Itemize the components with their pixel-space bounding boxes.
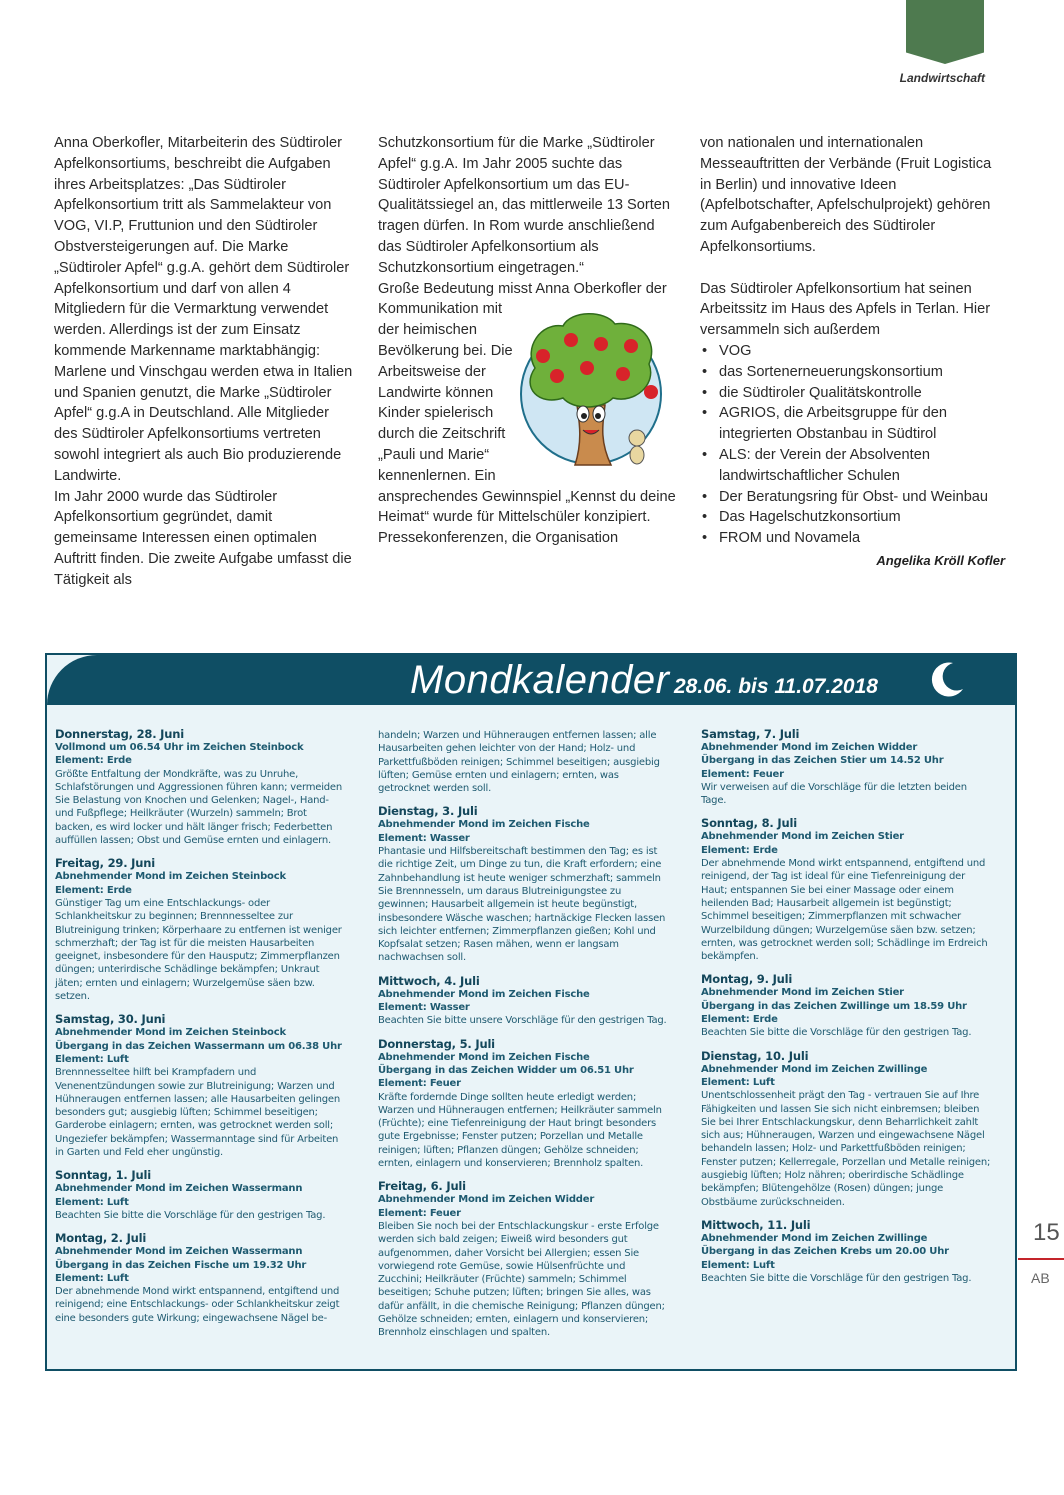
calendar-entry (378, 729, 668, 795)
moon-phase: Abnehmender Mond im Zeichen Wassermann (55, 1246, 303, 1258)
mondkalender-box (45, 653, 1017, 1371)
article-paragraph: Große Bedeutung misst Anna Oberkofler der Kommunikation mit (378, 280, 667, 318)
calendar-day: Mittwoch, 11. Juli (701, 1217, 811, 1232)
moon-phase: Abnehmender Mond im Zeichen Wassermann (55, 1183, 303, 1195)
moon-phase: Abnehmender Mond im Zeichen Widder (701, 742, 918, 753)
moon-phase: Übergang in das Zeichen Stier um 14.52 Uhr (701, 755, 944, 767)
calendar-day: Freitag, 6. Juli (378, 1179, 466, 1194)
list-item: • ALS: der Verein der Absolventen landwirtschaftlicher Schulen (700, 445, 1000, 487)
calendar-day: Montag, 9. Juli (701, 972, 793, 987)
list-item: • AGRIOS, die Arbeitsgruppe für den integrierten Obstanbau in Südtirol (700, 403, 1000, 445)
moon-element: Element: Luft (55, 1196, 129, 1208)
article-paragraph: der heimischen Bevölkerung bei. Die Arbeitsweise der Landwirte können Kinder spielerisch durch die Zeitschrift „Pauli und Marie“ kennenlernen. Ein (378, 322, 513, 484)
moon-phase: Abnehmender Mond im Zeichen Widder (378, 1194, 595, 1206)
calendar-entry (55, 727, 345, 847)
calendar-advice: Brennnesseltee hilft bei Krampfadern und Venenentzündungen sowie zur Blutreinigung; Warzen und Hühneraugen entfernen lassen; alle Hausarbeiten gelingen besonders gut; ausgiebig lüften; Schimmel beseitigen; Garderobe einlagern; ernten, was getrocknet werden soll; Ungeziefer bekämpfen; Wassermanntage sind für Arbeiten in Garten und Feld eher ungünstig. (55, 1067, 341, 1159)
article-paragraph: ansprechendes Gewinnspiel „Kennst du deine Heimat“ wurde für Mittelschüler konzipiert. Pressekonferenzen, die Organisation (378, 488, 676, 547)
list-item: • Das Hagelschutzkonsortium (700, 507, 1000, 528)
moon-phase: Abnehmender Mond im Zeichen Fische (378, 1051, 590, 1063)
moon-phase: Abnehmender Mond im Zeichen Zwillinge (701, 1063, 928, 1075)
calendar-entry (378, 974, 668, 1028)
list-item: • VOG (700, 341, 1000, 362)
moon-element: Element: Feuer (378, 1207, 461, 1219)
calendar-entry (378, 1037, 668, 1171)
calendar-day: Freitag, 29. Juni (55, 856, 155, 871)
author-byline: Angelika Kröll Kofler (876, 553, 1005, 568)
list-item: • Der Beratungsring für Obst- und Weinbau (700, 487, 1000, 508)
apple-tree-illustration (513, 310, 665, 470)
article-paragraph: Anna Oberkofler, Mitarbeiterin des Südtiroler Apfelkonsortiums, beschreibt die Aufgaben ihres Arbeitsplatzes: „Das Südtiroler Apfelkonsortium tritt als Sammelakteur von VOG, VI.P, Fruttunion und den Südtiroler Obstversteigerungen auf. Die Marke „Südtiroler Apfel“ g.g.A. gehört dem Südtiroler Apfelkonsortium und darf von allen 4 Mitgliedern für die Vermarktung verwendet werden. Allerdings ist der zum Einsatz kommende Markenname marktabhängig: Marlene und Vinschgau werden etwa in Italien und Spanien genutzt, die Marke „Südtiroler Apfel“ g.g.A in Deutschland. Alle Mitglieder des Südtiroler Apfelkonsortiums vertreten sowohl integriert als auch Bio produzierende Landwirte. (54, 135, 353, 484)
moon-element: Element: Erde (701, 1014, 778, 1026)
calendar-advice: Bleiben Sie noch bei der Entschlackungskur - erste Erfolge werden sich bald zeigen; Eiweiß wird besonders gut aufgenommen, daher Vorsicht bei Allergien; essen Sie vorwiegend rote Gemüse, sowie Hülsenfrüchte und Zucchini; Heilkräuter (Früchte) sammeln; Schimmel beseitigen; Schuhe putzen; lüften; bringen Sie alles, was dafür anfällt, in die chemische Reinigung; Pflanzen düngen; Gehölze schneiden; ernten, einlagern und konservieren; Brennholz einschlagen und spalten. (378, 1220, 665, 1339)
calendar-entry (701, 972, 993, 1039)
moon-element: Element: Wasser (378, 1002, 470, 1014)
calendar-entry (701, 727, 993, 807)
moon-phase: Abnehmender Mond im Zeichen Stier (701, 831, 904, 843)
moon-element: Element: Feuer (378, 1078, 461, 1090)
page-divider (1018, 1258, 1064, 1260)
mondkalender-header (47, 655, 1015, 705)
article-column-3 (700, 133, 1000, 549)
calendar-advice: Unentschlossenheit prägt den Tag - vertrauen Sie auf Ihre Fähigkeiten und lassen Sie sich nicht einbremsen; bleiben Sie bei Ihrer Entschlackungskur, denn Beharrlichkeit zahlt sich aus; Hühneraugen, Warzen und eingewachsene Nägel behandeln lassen; Holz- und Parkettfußböden reinigen; Fenster putzen; Kellerregale, Porzellan und Metalle reinigen; ausgiebig lüften; Holz nähren; oberirdische Schädlinge bekämpfen; Blütengehölze (Rosen) düngen; junge Obstbäume zurückschneiden. (701, 1090, 991, 1208)
calendar-day: Mittwoch, 4. Juli (378, 973, 480, 988)
section-label: Landwirtschaft (899, 71, 985, 85)
moon-phase: Abnehmender Mond im Zeichen Zwillinge (701, 1232, 928, 1244)
calendar-advice: Der abnehmende Mond wirkt entspannend, entgiftend und reinigend; eine Entschlackungs- oder Schlankheitskur zeigt eine besonders gute Wirkung; eingewachsene Nägel be- (55, 1286, 340, 1324)
moon-phase: Abnehmender Mond im Zeichen Fische (378, 988, 590, 1000)
calendar-day: Donnerstag, 5. Juli (378, 1036, 495, 1051)
list-item: • FROM und Novamela (700, 528, 1000, 549)
moon-element: Element: Wasser (378, 832, 470, 844)
moon-element: Element: Luft (55, 1053, 129, 1065)
calendar-day: Donnerstag, 28. Juni (55, 727, 184, 741)
moon-phase: Abnehmender Mond im Zeichen Stier (701, 987, 904, 999)
mondkalender-column-2 (378, 729, 668, 1349)
article-paragraph: Im Jahr 2000 wurde das Südtiroler Apfelkonsortium gegründet, damit gemeinsame Interessen einen optimalen Auftritt finden. Die zweite Aufgabe umfasst die Tätigkeit als (54, 488, 352, 588)
calendar-advice: Beachten Sie bitte die Vorschläge für den gestrigen Tag. (55, 1209, 326, 1221)
article-column-1 (54, 133, 356, 591)
calendar-entry (55, 856, 345, 1003)
calendar-entry (701, 1218, 993, 1285)
moon-element: Element: Feuer (701, 768, 784, 780)
moon-phase: Übergang in das Zeichen Zwillinge um 18.59 Uhr (701, 1000, 967, 1012)
calendar-advice: Wir verweisen auf die Vorschläge für die letzten beiden Tage. (701, 781, 967, 807)
calendar-entry (55, 1012, 345, 1159)
calendar-entry (701, 1049, 993, 1209)
organization-list (700, 341, 1000, 549)
moon-element: Element: Erde (55, 884, 132, 896)
moon-element: Element: Luft (701, 1076, 775, 1088)
moon-element: Element: Luft (701, 1259, 775, 1271)
calendar-day: Dienstag, 10. Juli (701, 1048, 809, 1063)
crescent-moon-icon (927, 659, 967, 699)
calendar-advice: Beachten Sie bitte die Vorschläge für den gestrigen Tag. (701, 1272, 972, 1284)
calendar-entry (55, 1231, 345, 1325)
mondkalender-title: Mondkalender (410, 658, 670, 702)
moon-phase: Übergang in das Zeichen Wassermann um 06.38 Uhr (55, 1040, 342, 1052)
list-item: • die Südtiroler Qualitätskontrolle (700, 383, 1000, 404)
calendar-entry (55, 1168, 345, 1222)
calendar-entry (378, 1179, 668, 1339)
moon-phase: Übergang in das Zeichen Widder um 06.51 Uhr (378, 1064, 634, 1076)
calendar-advice: Der abnehmende Mond wirkt entspannend, entgiftend und reinigend, der Tag ist ideal für eine Tiefenreinigung der Haut; entspannen Sie bei einer Massage oder einem heilenden Bad; Hausarbeit allgemein ist begünstigt; Schimmel beseitigen; Zimmerpflanzen mit schwacher Wurzelbildung düngen; Wurzelgemüse säen bzw. setzen; ernten, was getrocknet werden soll; Schädlinge im Erdreich bekämpfen. (701, 858, 988, 963)
article-paragraph: Schutzkonsortium für die Marke „Südtiroler Apfel“ g.g.A. Im Jahr 2005 suchte das Südtiroler Apfelkonsortium um das EU-Qualitätssiegel an, das mittlerweile 13 Sorten tragen dürfen. In Rom wurde anschließend das Südtiroler Apfelkonsortium als Schutzkonsortium eingetragen.“ (378, 135, 671, 276)
calendar-day: Samstag, 7. Juli (701, 727, 800, 741)
calendar-advice: Beachten Sie bitte die Vorschläge für den gestrigen Tag. (701, 1027, 972, 1039)
moon-element: Element: Erde (701, 844, 778, 856)
calendar-entry (701, 816, 993, 963)
calendar-advice: Günstiger Tag um eine Entschlackungs- oder Schlankheitskur zu beginnen; Brennnesseltee zur Blutreinigung trinken; Körperhaare zu entfernen ist weniger schmerzhaft; der Tag ist für die meisten Hausarbeiten geeignet, insbesondere für den Hausputz; Zimmerpflanzen düngen; unterirdische Schädlinge bekämpfen; Unkraut jäten; ernten und einlagern; Wurzelgemüse säen bzw. setzen. (55, 897, 342, 1003)
calendar-day: Montag, 2. Juli (55, 1231, 147, 1246)
moon-element: Element: Luft (55, 1272, 129, 1284)
mondkalender-column-1 (55, 727, 345, 1334)
calendar-entry (378, 804, 668, 964)
page-number: 15 (1033, 1219, 1060, 1246)
calendar-advice: Kräfte fordernde Dinge sollten heute erledigt werden; Warzen und Hühneraugen entfernen; Heilkräuter sammeln (Früchte); eine Tiefenreinigung der Haut bringt besonders gute Ergebnisse; Fenster putzen; Porzellan und Metalle reinigen; lüften; Pflanzen düngen; Gehölze schneiden; ernten, einlagern und konservieren; Brennholz spalten. (378, 1091, 662, 1170)
article-paragraph: von nationalen und internationalen Messeauftritten der Verbände (Fruit Logistica in Berlin) und innovative Ideen (Apfelbotschafter, Apfelschulprojekt) gehören zum Aufgabenbereich des Südtiroler Apfelkonsortiums. (700, 135, 992, 255)
calendar-advice: Phantasie und Hilfsbereitschaft bestimmen den Tag; es ist die richtige Zeit, um Dinge zu tun, die Kraft erfordern; eine Zahnbehandlung ist heute weniger schmerzhaft; sammeln Sie Brennnesseln, um daraus Blutreinigungstee zu gewinnen; Hausarbeit allgemein ist heute begünstigt, insbesondere Wäsche waschen; hartnäckige Flecken lassen sich leichter entfernen; Zimmerpflanzen gießen; Kohl und Kopfsalat setzen; Rasen mähen, wenn er langsam nachwachsen soll. (378, 846, 666, 964)
mondkalender-column-3 (701, 727, 993, 1294)
calendar-day: Sonntag, 1. Juli (55, 1168, 151, 1183)
calendar-advice: handeln; Warzen und Hühneraugen entfernen lassen; alle Hausarbeiten gehen leichter von der Hand; Holz- und Parkettfußböden reinigen; Schimmel beseitigen; ausgiebig lüften; Gemüse ernten und einlagern; ernten, was getrocknet werden soll. (378, 730, 660, 795)
page-code: AB (1031, 1270, 1050, 1286)
mondkalender-dates: 28.06. bis 11.07.2018 (674, 675, 878, 698)
list-item: • das Sortenerneuerungskonsortium (700, 362, 1000, 383)
moon-phase: Abnehmender Mond im Zeichen Steinbock (55, 871, 286, 883)
moon-phase: Abnehmender Mond im Zeichen Fische (378, 819, 590, 831)
moon-phase: Übergang in das Zeichen Krebs um 20.00 Uhr (701, 1246, 949, 1258)
calendar-day: Samstag, 30. Juni (55, 1012, 166, 1027)
article-paragraph: Das Südtiroler Apfelkonsortium hat seinen Arbeitssitz im Haus des Apfels in Terlan. Hier versammeln sich außerdem (700, 280, 991, 339)
calendar-day: Sonntag, 8. Juli (701, 816, 797, 831)
calendar-advice: Größte Entfaltung der Mondkräfte, was zu Unruhe, Schlafstörungen und Aggressionen führen kann; vermeiden Sie Belastung von Knochen und Gelenken; Nagel-, Hand- und Fußpflege; Heilkräuter (Wurzeln) sammeln; Brot backen, es wird locker und hält länger frisch; Federbetten auffüllen lassen; Obst und Gemüse ernten und einlagern. (55, 768, 343, 847)
section-tab (906, 0, 984, 64)
moon-element: Element: Erde (55, 755, 132, 767)
moon-phase: Vollmond um 06.54 Uhr im Zeichen Steinbock (55, 742, 304, 753)
moon-phase: Übergang in das Zeichen Fische um 19.32 Uhr (55, 1259, 307, 1271)
calendar-advice: Beachten Sie bitte unsere Vorschläge für den gestrigen Tag. (378, 1015, 667, 1027)
moon-phase: Abnehmender Mond im Zeichen Steinbock (55, 1027, 286, 1039)
calendar-day: Dienstag, 3. Juli (378, 804, 478, 819)
